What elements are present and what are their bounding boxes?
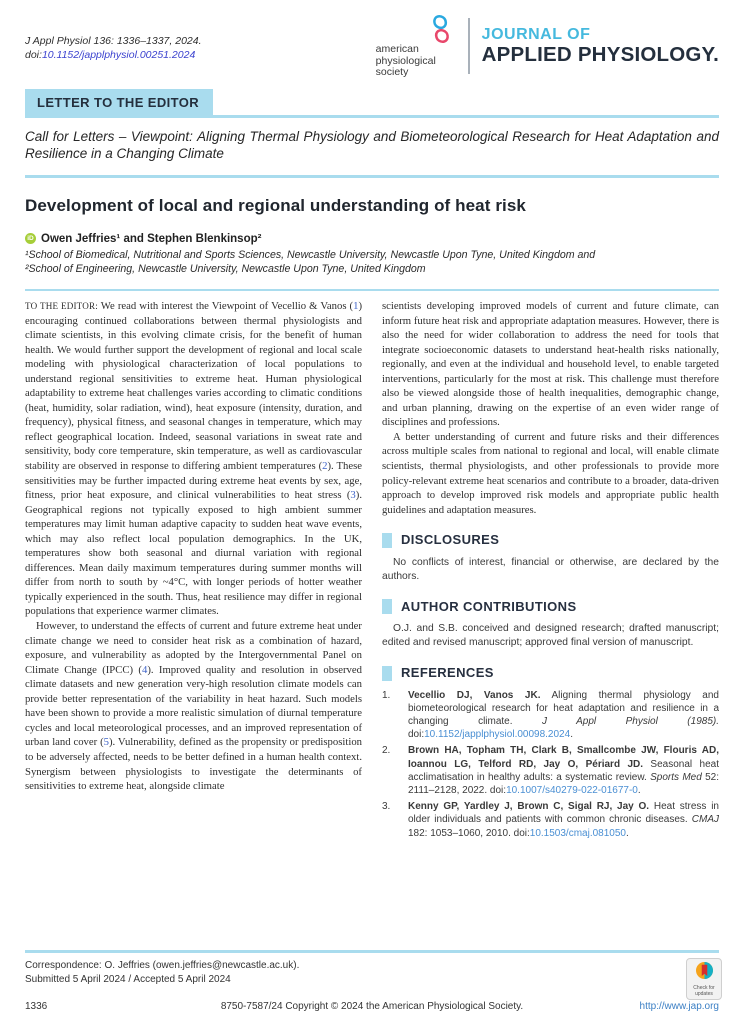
disclosures-text: No conflicts of interest, financial or otherwise, are declared by the authors. (382, 557, 719, 582)
check-updates-label: Check for updates (693, 985, 715, 997)
journal-logo (376, 14, 719, 79)
logo-divider (468, 18, 470, 74)
disclosures-heading: DISCLOSURES (382, 533, 719, 548)
journal-url-link[interactable]: http://www.jap.org (639, 1001, 719, 1012)
journal-wordmark (482, 26, 719, 66)
correspondence-block (25, 959, 299, 986)
check-updates-icon (696, 962, 713, 984)
reference-item: 1. Vecellio DJ, Vanos JK. Aligning thermal physiology and biometeorological research for heat adaptation and resilience in a changing climate. J Appl Physiol (1985). doi:10.1152/japplphysiol.00098.2024. (382, 689, 719, 741)
doi-link[interactable]: 10.1503/cmaj.081050 (529, 827, 626, 839)
check-for-updates-button[interactable] (686, 958, 722, 1000)
divider-rule (25, 289, 719, 292)
doi-line: doi:10.1152/japplphysiol.00251.2024 (25, 48, 196, 61)
orcid-icon[interactable]: iD (25, 233, 36, 244)
author-names: Owen Jeffries¹ and Stephen Blenkinsop² (41, 232, 262, 245)
article-doi-link[interactable]: 10.1152/japplphysiol.00251.2024 (41, 48, 196, 61)
reference-item: 2. Brown HA, Topham TH, Clark B, Smallcombe JW, Flouris AD, Ioannou LG, Telford RD, Jay O, Périard JD. Seasonal heat acclimatisation in healthy adults: a systematic review. Sports Med 52: 2111–2128, 2022. doi:10.1007/s40279-022-01677-0. (382, 745, 719, 796)
author-contributions-text: O.J. and S.B. conceived and designed research; drafted manuscript; edited and revised manuscript; approved final version of manuscript. (382, 623, 719, 648)
article-type-banner-rule (25, 89, 719, 118)
body-paragraph: TO THE EDITOR: We read with interest the Viewpoint of Vecellio & Vanos (1) encouraging continued collaborations between thermal physiologists and climate scientists, in this evolving climate crisis, for the benefit of human health. We would further support the development of regional and local scale modeling with physiological characterization of local populations to understand regional sensitivities to extreme heat. Human physiological adaptability to extreme heat challenges varies according to climatic conditions (heat, humidity, solar radiation, wind), heat exposure (intensity, duration, and frequency), physical fitness, and seasonal changes in temperature, which may reflect geographical location. Indeed, seasonal variations in sweat rate and sensitivity, body core temperature, skin temperature, as well as cardiovascular stability are observed in response to differing ambient temperatures (2). These sensitivities may be further impacted during extreme heat events by sex, age, fitness, prior heat exposure, and clinical vulnerabilities to heat stress (3). Geographical regions not typically exposed to high ambient summer temperatures may limit human adaptive capacity to sudden heat wave events, which may also reflect local population demographics. In the UK, temperatures show both seasonal and diurnal variation with regional differences. Mean daily maximum temperatures during summer months will differ from north to south by ~4°C, with longer periods of hotter weather typically experienced in the south. Thus, heat resilience may differ in regional populations that experience warmer climates. (25, 300, 362, 618)
society-word-3: society (375, 66, 409, 78)
society-word-1: american (375, 43, 419, 55)
section-marker-icon (382, 533, 392, 548)
copyright-line: 8750-7587/24 Copyright © 2024 the American Physiological Society. (220, 1001, 524, 1012)
body-paragraph: However, to understand the effects of current and future extreme heat under climate change we need to consider heat risk as a combination of hazard, exposure, and vulnerability as adopted by the Intergovernmental Panel on Climate Change (IPCC) (4). Improved quality and resolution in observed climate datasets and new generation very-high resolution climate models can provide better representation of the variability in heat hazard. Such models have been shown to provide a more realistic simulation of diurnal temperature cycles and local meteorological processes, and an improved representation of urban land cover (5). Vulnerability, defined as the propensity or predisposition to be adversely affected, needs to be better defined in a human health context. Synergism between physiologists to investigate the determinants of sensitivities to extreme heat, alongside climate (25, 620, 363, 793)
affiliation-line-1: ¹School of Biomedical, Nutritional and Sports Sciences, Newcastle University, Newcastle Upon Tyne, United Kingdom and (25, 248, 596, 261)
author-line (25, 233, 719, 245)
journal-citation-line: J Appl Physiol 136: 1336–1337, 2024. (25, 35, 202, 47)
reference-item: 3. Kenny GP, Yardley J, Brown C, Sigal RJ, Jay O. Heat stress in older individuals and patients with common chronic diseases. CMAJ 182: 1053–1060, 2010. doi:10.1503/cmaj.081050. (382, 801, 719, 839)
aps-society-logo (376, 14, 456, 79)
citation-link[interactable]: 1 (353, 300, 359, 312)
references-list (382, 689, 719, 840)
call-for-letters-line: Call for Letters – Viewpoint: Aligning Thermal Physiology and Biometeorological Research for Heat Adaptation and Resilience in a Changing Climate (25, 129, 719, 161)
submitted-line: Submitted 5 April 2024 / Accepted 5 April 2024 (25, 973, 231, 985)
article-body (25, 299, 719, 941)
correspondence-line: Correspondence: O. Jeffries (owen.jeffries@newcastle.ac.uk). (25, 960, 300, 971)
society-word-2: physiological (375, 54, 436, 67)
journal-of-text: JOURNAL OF (481, 26, 591, 44)
citation-link[interactable]: 4 (141, 663, 148, 676)
footer-rule (25, 950, 719, 953)
citation-link[interactable]: 2 (322, 460, 328, 473)
section-marker-icon (382, 599, 392, 614)
divider-rule (25, 175, 719, 178)
body-paragraph: scientists developing improved models of current and future climate, can inform future heat risk and appropriate adaptation measures. However, there is also the need for wider collaboration to address the need for tools that integrate socioeconomic datasets to understand heat-health risks nationally, regionally, and even at the individual and household level, to enable targeted interventions, particularly for the most at risk. This challenge must therefore also be viewed alongside those of health inequalities, demographic change, and urban planning, drawing on the expertise of an even wider range of disciplines and professions. (382, 300, 719, 429)
article-type-banner: LETTER TO THE EDITOR (25, 89, 213, 115)
doi-link[interactable]: 10.1007/s40279-022-01677-0 (506, 785, 638, 796)
page-footer-row (25, 1001, 719, 1012)
page-title: Development of local and regional understanding of heat risk (25, 195, 526, 215)
affiliation-line-2: ²School of Engineering, Newcastle University, Newcastle Upon Tyne, United Kingdom (25, 262, 426, 275)
page-number: 1336 (25, 1001, 48, 1012)
author-contributions-heading: AUTHOR CONTRIBUTIONS (382, 599, 719, 614)
left-column (25, 299, 362, 941)
citation-link[interactable]: 5 (103, 736, 109, 749)
affiliations (25, 248, 719, 276)
aps-ribbon-icon (428, 14, 454, 48)
citation-link[interactable]: 3 (350, 489, 356, 502)
section-marker-icon (382, 666, 392, 681)
references-heading: REFERENCES (382, 666, 719, 681)
doi-link[interactable]: 10.1152/japplphysiol.00098.2024 (424, 729, 571, 741)
body-paragraph: A better understanding of current and future risks and their differences across multiple scales from national to regional and local, will enable climate scientists, thermal physiologists, and other professionals to provide more policy-relevant extreme heat scenarios and contribute to a broader, data-driven approach to develop improved risk models and appropriate public health guidelines and adaptation measures. (382, 430, 719, 516)
journal-name-text: APPLIED PHYSIOLOGY. (481, 43, 719, 67)
right-column (382, 299, 719, 941)
